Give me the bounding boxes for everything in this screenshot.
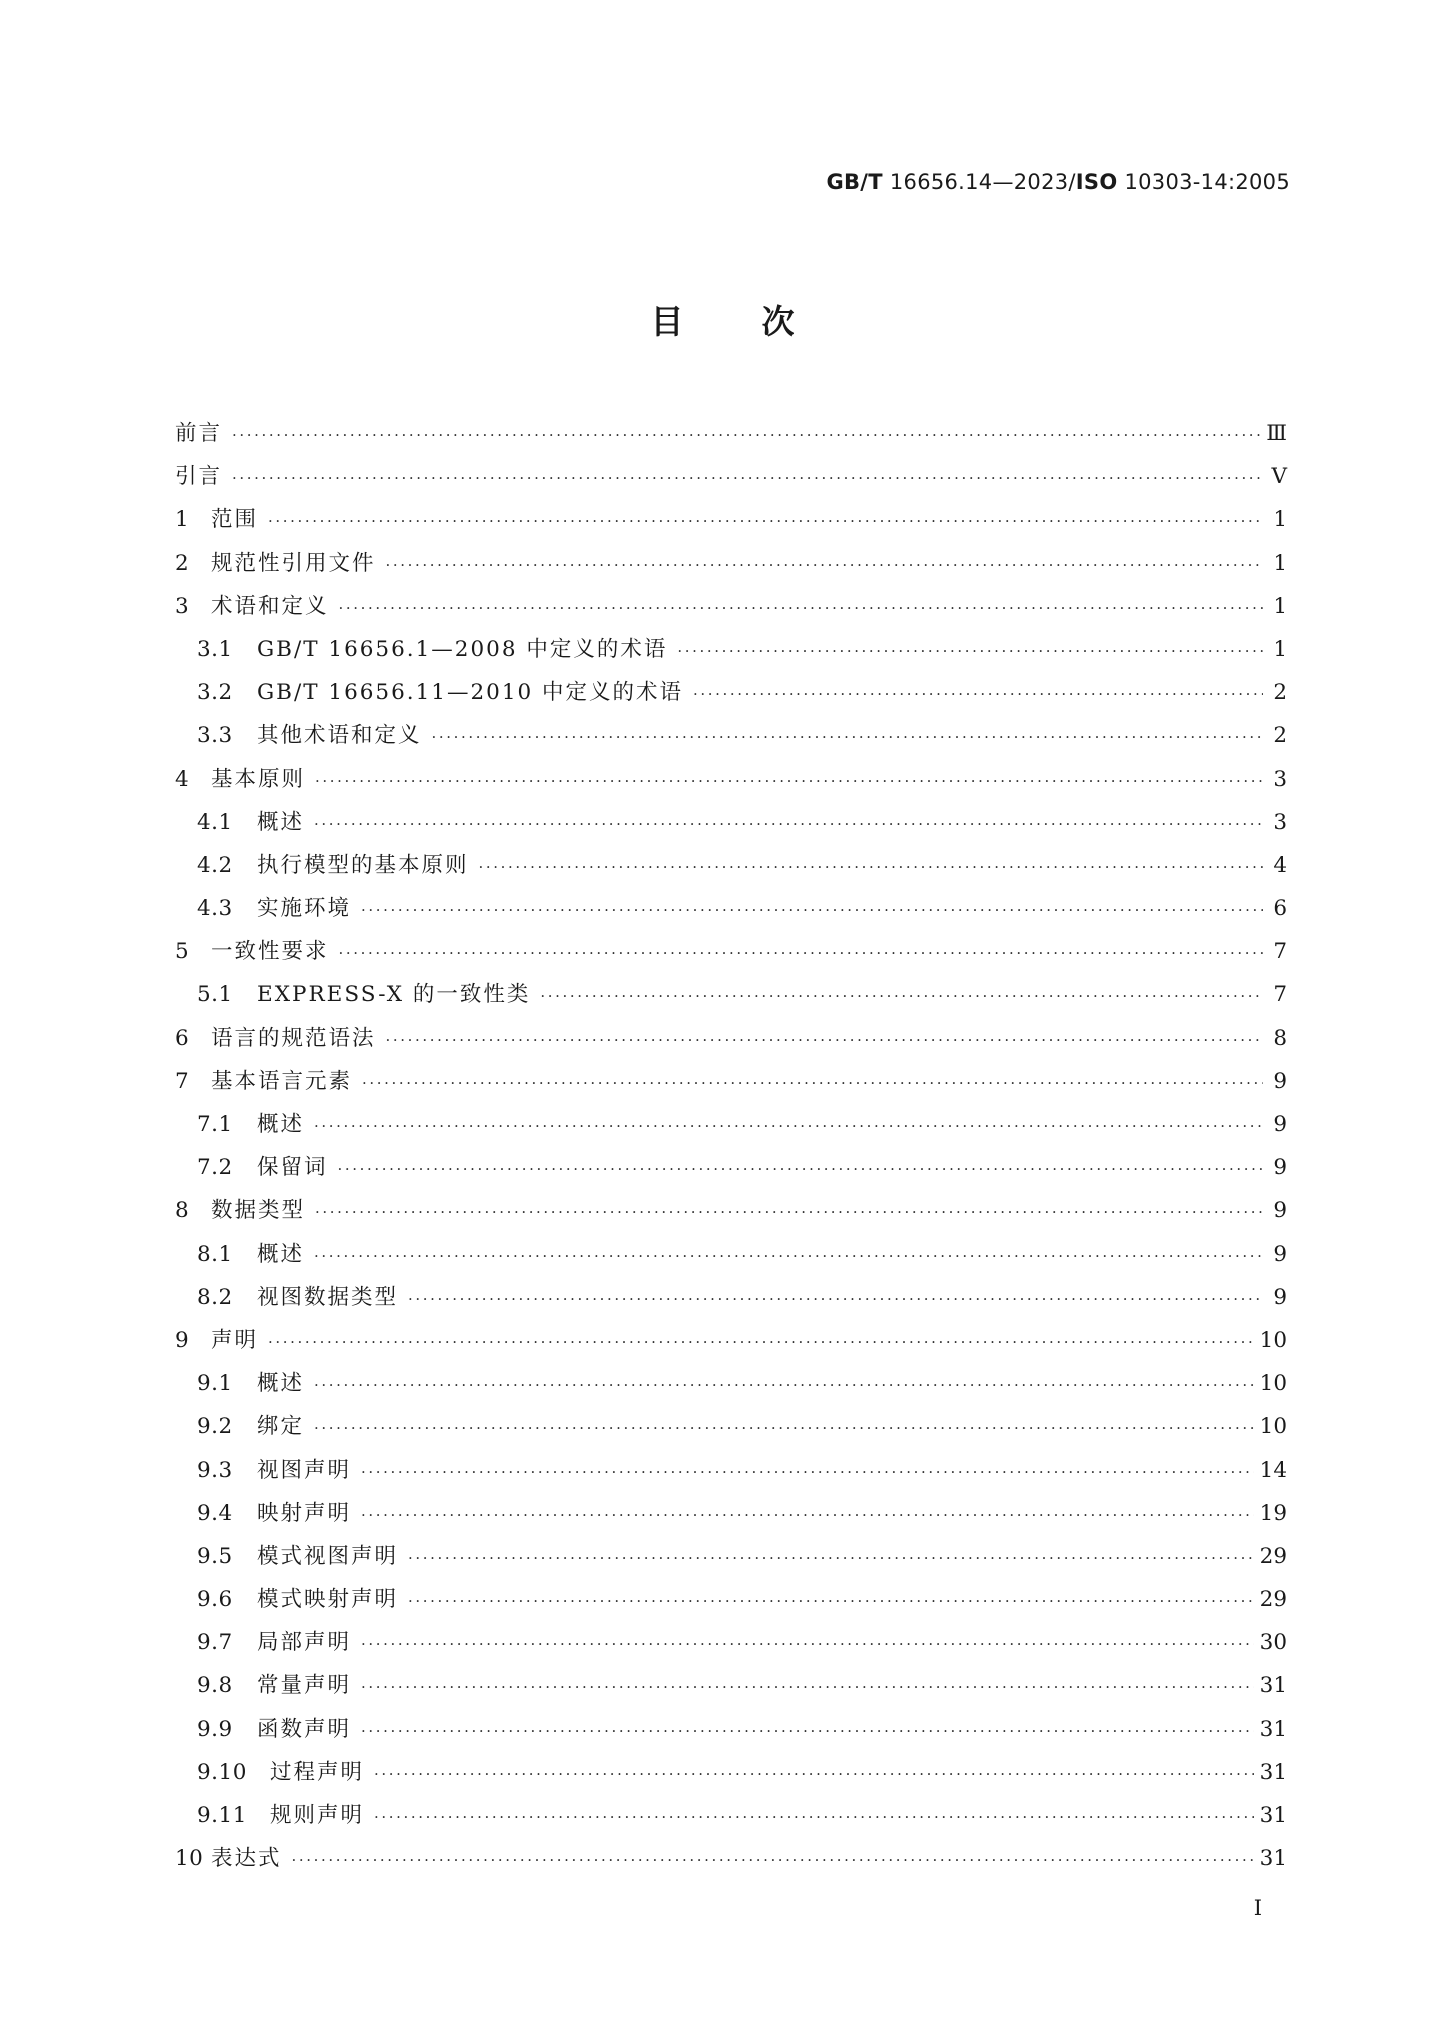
toc-entry-page: Ⅲ — [1266, 421, 1287, 446]
toc-leader-dots — [374, 1765, 1254, 1783]
toc-leader-dots — [292, 1851, 1254, 1869]
table-of-contents — [175, 416, 1287, 1884]
toc-entry-label: 概述 — [257, 809, 305, 835]
toc-entry-label: 语言的规范语法 — [211, 1025, 376, 1051]
toc-entry-number: 7 — [175, 1068, 190, 1094]
toc-entry-number: 1 — [175, 507, 190, 533]
toc-leader-dots — [314, 1376, 1254, 1394]
toc-leader-dots — [314, 815, 1263, 833]
toc-entry-number: 7.1 — [197, 1112, 233, 1137]
toc-entry[interactable] — [175, 1798, 1287, 1841]
toc-entry-label: 概述 — [257, 1241, 305, 1267]
toc-entry[interactable] — [175, 1107, 1287, 1150]
toc-entry[interactable] — [175, 502, 1287, 545]
toc-entry-page: 10 — [1259, 1371, 1287, 1397]
toc-entry-page: 29 — [1259, 1587, 1287, 1613]
toc-entry-number: 8.1 — [197, 1241, 233, 1267]
toc-leader-dots — [268, 1333, 1254, 1351]
toc-leader-dots — [479, 858, 1263, 876]
toc-entry-number: 8 — [175, 1198, 190, 1224]
toc-entry-label: 其他术语和定义 — [257, 723, 422, 749]
toc-entry-label: 声明 — [211, 1327, 259, 1353]
toc-entry[interactable] — [175, 934, 1287, 977]
toc-leader-dots — [362, 1074, 1263, 1092]
toc-entry-page: 6 — [1273, 896, 1287, 922]
toc-entry-page: 7 — [1273, 982, 1287, 1008]
toc-entry[interactable] — [175, 1237, 1287, 1280]
toc-entry[interactable] — [175, 1366, 1287, 1409]
toc-entry-page: 1 — [1273, 550, 1287, 576]
toc-entry[interactable] — [175, 762, 1287, 805]
toc-entry[interactable] — [175, 1150, 1287, 1193]
toc-entry[interactable] — [175, 546, 1287, 589]
toc-entry[interactable] — [175, 589, 1287, 632]
toc-entry-label: 引言 — [175, 464, 223, 490]
toc-entry-label: 视图数据类型 — [257, 1284, 399, 1310]
toc-entry-number: 9.5 — [197, 1543, 233, 1569]
toc-leader-dots — [315, 1203, 1263, 1221]
toc-entry-label: 局部声明 — [257, 1630, 352, 1656]
toc-leader-dots — [361, 1722, 1254, 1740]
toc-entry-number: 4.3 — [197, 896, 233, 922]
toc-entry-label: 规范性引用文件 — [211, 550, 376, 576]
toc-entry-page: 4 — [1273, 852, 1287, 878]
toc-entry[interactable] — [175, 1323, 1287, 1366]
toc-entry-label: 规则声明 — [270, 1803, 365, 1828]
toc-entry[interactable] — [175, 1193, 1287, 1236]
toc-entry[interactable] — [175, 1755, 1287, 1798]
toc-entry-page: 9 — [1273, 1155, 1287, 1181]
toc-leader-dots — [361, 1463, 1254, 1481]
toc-entry-label: 模式映射声明 — [257, 1587, 399, 1613]
toc-entry-label: 过程声明 — [270, 1759, 365, 1785]
toc-leader-dots — [338, 1160, 1263, 1178]
toc-entry[interactable] — [175, 1668, 1287, 1711]
toc-entry-label: 范围 — [211, 507, 259, 533]
toc-entry[interactable] — [175, 459, 1287, 502]
toc-entry-label: 术语和定义 — [211, 593, 329, 619]
toc-entry-number: 3 — [175, 593, 190, 619]
toc-entry[interactable] — [175, 1021, 1287, 1064]
toc-entry[interactable] — [175, 416, 1287, 459]
toc-leader-dots — [408, 1290, 1263, 1308]
toc-leader-dots — [339, 944, 1263, 962]
toc-leader-dots — [314, 1419, 1254, 1437]
toc-entry-label: 绑定 — [257, 1414, 305, 1440]
toc-entry-number: 4.2 — [197, 852, 233, 878]
toc-entry[interactable] — [175, 632, 1287, 675]
toc-entry[interactable] — [175, 805, 1287, 848]
toc-entry-label: EXPRESS-X 的一致性类 — [257, 982, 531, 1008]
toc-leader-dots — [693, 685, 1263, 703]
toc-leader-dots — [361, 901, 1263, 919]
toc-entry-label: 基本语言元素 — [211, 1068, 353, 1094]
toc-entry-label: 基本原则 — [211, 766, 306, 792]
toc-entry-label: 函数声明 — [257, 1716, 352, 1742]
toc-entry-page: Ⅴ — [1271, 464, 1287, 490]
toc-entry-label: 一致性要求 — [211, 939, 329, 965]
toc-entry-label: 概述 — [257, 1112, 305, 1137]
toc-leader-dots — [232, 426, 1260, 444]
toc-entry[interactable] — [175, 1539, 1287, 1582]
toc-entry[interactable] — [175, 1496, 1287, 1539]
toc-leader-dots — [315, 772, 1263, 790]
iso-prefix: ISO — [1075, 170, 1118, 194]
iso-body: 10303-14:2005 — [1117, 170, 1290, 194]
toc-entry-number: 9.3 — [197, 1457, 233, 1483]
std-prefix: GB/T — [826, 170, 883, 194]
toc-entry-page: 29 — [1259, 1543, 1287, 1569]
toc-entry-number: 4.1 — [197, 809, 233, 835]
toc-entry-label: 执行模型的基本原则 — [257, 852, 469, 878]
toc-entry-page: 9 — [1273, 1284, 1287, 1310]
toc-entry-number: 9 — [175, 1327, 190, 1353]
toc-entry-number: 3.1 — [197, 636, 233, 662]
toc-entry[interactable] — [175, 1841, 1287, 1884]
toc-entry-number: 7.2 — [197, 1155, 233, 1181]
toc-entry-number: 5 — [175, 939, 190, 965]
std-body: 16656.14—2023/ — [882, 170, 1076, 194]
toc-entry-page: 9 — [1273, 1198, 1287, 1224]
toc-entry-number: 9.2 — [197, 1414, 233, 1440]
toc-entry-page: 9 — [1273, 1112, 1287, 1137]
toc-entry-label: 映射声明 — [257, 1500, 352, 1526]
toc-leader-dots — [432, 728, 1263, 746]
toc-entry-number: 2 — [175, 550, 190, 576]
toc-entry[interactable] — [175, 891, 1287, 934]
toc-entry-page: 31 — [1259, 1803, 1287, 1828]
toc-entry[interactable] — [175, 718, 1287, 761]
toc-entry-page: 7 — [1273, 939, 1287, 965]
toc-leader-dots — [361, 1635, 1254, 1653]
toc-leader-dots — [408, 1549, 1254, 1567]
toc-entry-page: 31 — [1259, 1846, 1287, 1872]
toc-leader-dots — [232, 469, 1263, 487]
toc-entry-number: 3.2 — [197, 680, 233, 706]
toc-leader-dots — [386, 1031, 1263, 1049]
toc-entry-number: 8.2 — [197, 1284, 233, 1310]
toc-entry-number: 9.6 — [197, 1587, 233, 1613]
toc-entry-label: 表达式 — [211, 1846, 282, 1872]
toc-entry-page: 1 — [1273, 507, 1287, 533]
toc-entry[interactable] — [175, 848, 1287, 891]
toc-entry-page: 2 — [1273, 723, 1287, 749]
toc-entry-number: 9.4 — [197, 1500, 233, 1526]
toc-leader-dots — [374, 1808, 1254, 1826]
toc-entry-page: 3 — [1273, 809, 1287, 835]
toc-entry-number: 9.10 — [197, 1759, 247, 1785]
toc-entry-number: 6 — [175, 1025, 190, 1051]
toc-entry-label: 常量声明 — [257, 1673, 352, 1699]
toc-entry-page: 19 — [1259, 1500, 1287, 1526]
toc-leader-dots — [361, 1506, 1254, 1524]
toc-entry[interactable] — [175, 1409, 1287, 1452]
toc-entry-label: 概述 — [257, 1371, 305, 1397]
toc-entry[interactable] — [175, 1453, 1287, 1496]
toc-entry-page: 10 — [1259, 1414, 1287, 1440]
toc-entry[interactable] — [175, 1712, 1287, 1755]
toc-entry-label: 保留词 — [257, 1155, 328, 1181]
toc-entry-label: 前言 — [175, 421, 223, 446]
toc-entry-page: 14 — [1259, 1457, 1287, 1483]
page-title: 目次 — [650, 302, 873, 341]
page-folio: I — [1253, 1896, 1262, 1920]
toc-leader-dots — [540, 987, 1263, 1005]
toc-entry[interactable] — [175, 1280, 1287, 1323]
toc-leader-dots — [677, 642, 1263, 660]
standard-number-header — [826, 170, 1290, 194]
toc-entry-page: 31 — [1259, 1716, 1287, 1742]
toc-entry-page: 3 — [1273, 766, 1287, 792]
toc-entry-label: GB/T 16656.11—2010 中定义的术语 — [257, 680, 684, 706]
toc-entry[interactable] — [175, 1625, 1287, 1668]
toc-entry[interactable] — [175, 977, 1287, 1020]
toc-entry-page: 9 — [1273, 1241, 1287, 1267]
toc-leader-dots — [314, 1247, 1263, 1265]
toc-entry[interactable] — [175, 1064, 1287, 1107]
toc-leader-dots — [268, 512, 1263, 530]
toc-entry[interactable] — [175, 675, 1287, 718]
toc-entry[interactable] — [175, 1582, 1287, 1625]
toc-entry-number: 3.3 — [197, 723, 233, 749]
toc-entry-label: 数据类型 — [211, 1198, 306, 1224]
toc-leader-dots — [339, 599, 1263, 617]
toc-entry-page: 31 — [1259, 1673, 1287, 1699]
toc-entry-number: 10 — [175, 1846, 204, 1872]
toc-entry-number: 9.8 — [197, 1673, 233, 1699]
toc-entry-label: 视图声明 — [257, 1457, 352, 1483]
toc-entry-page: 30 — [1259, 1630, 1287, 1656]
toc-entry-page: 10 — [1259, 1327, 1287, 1353]
toc-entry-page: 1 — [1273, 593, 1287, 619]
toc-entry-number: 4 — [175, 766, 190, 792]
toc-entry-page: 9 — [1273, 1068, 1287, 1094]
toc-entry-page: 8 — [1273, 1025, 1287, 1051]
toc-entry-page: 31 — [1259, 1759, 1287, 1785]
toc-entry-number: 9.1 — [197, 1371, 233, 1397]
toc-entry-label: GB/T 16656.1—2008 中定义的术语 — [257, 636, 668, 662]
toc-entry-number: 5.1 — [197, 982, 233, 1008]
toc-entry-number: 9.11 — [197, 1803, 247, 1828]
toc-leader-dots — [408, 1592, 1254, 1610]
toc-entry-number: 9.7 — [197, 1630, 233, 1656]
toc-entry-page: 2 — [1273, 680, 1287, 706]
toc-entry-label: 模式视图声明 — [257, 1543, 399, 1569]
toc-entry-number: 9.9 — [197, 1716, 233, 1742]
toc-leader-dots — [361, 1678, 1254, 1696]
toc-entry-page: 1 — [1273, 636, 1287, 662]
toc-leader-dots — [314, 1117, 1263, 1135]
toc-entry-label: 实施环境 — [257, 896, 352, 922]
toc-leader-dots — [386, 556, 1263, 574]
